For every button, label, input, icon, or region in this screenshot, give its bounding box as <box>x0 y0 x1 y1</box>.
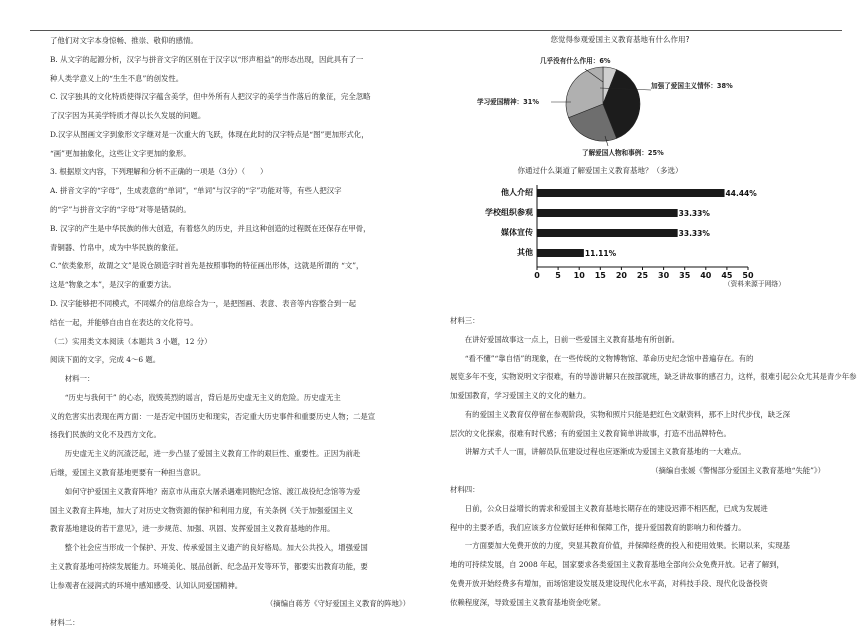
text-line: 有的爱国主义教育仅停留在参观阶段，实物和照片只能是把红色文献资料，那不上时代步伐，缺乏深 <box>450 409 790 419</box>
text-line: 教育基地建设的若干意见》，进一步规范、加强、巩固、发挥爱国主义教育基地的作用。 <box>50 524 335 534</box>
bar-value-label: 11.11% <box>584 249 617 258</box>
pie-chart <box>455 34 795 164</box>
text-line: 种人类学意义上的“生生不息”的创发性。 <box>50 73 184 83</box>
pie-slices <box>566 67 640 141</box>
text-line: D. 汉字能够把不同模式，不同媒介的信息综合为一，是把图画、表意、表音等内容整合到一起 <box>50 298 356 308</box>
pie-chart-title: 您觉得参观爱国主义教育基地有什么作用? <box>550 35 690 44</box>
bar-category-label: 他人介绍 <box>501 188 533 197</box>
text-line: 依赖程度深，导致爱国主义教育基地资金吃紧。 <box>450 597 606 607</box>
pie-label-2: 了解爱国人物和事例：25% <box>582 149 664 157</box>
x-tick-label: 40 <box>700 271 712 280</box>
right-column <box>450 316 857 617</box>
text-line: 义的危害实出表现在两方面：一是否定中国历史和现实，否定重大历史事件和重要历史人物；二是宣 <box>50 411 376 421</box>
text-line: 这是“物象之本”，是汉字的重要方法。 <box>50 280 176 290</box>
text-line: 的“字”与拼音文字的“字母”对等是错误的。 <box>50 205 191 215</box>
text-line: 3. 根据原文内容，下列理解和分析不正确的一项是（3分）（ ） <box>50 167 268 177</box>
bar-chart-source: （资料来源于网络） <box>723 280 785 288</box>
text-line: 了汉字因为其美学特质才得以长久发展的问题。 <box>50 111 206 121</box>
x-tick-label: 30 <box>658 271 670 280</box>
bar-chart <box>470 165 800 289</box>
bar-chart-title: 你通过什么渠道了解爱国主义教育基地？（多选） <box>517 166 683 175</box>
text-line: 主义教育基地可持续发展能力。环境美化、展品创新、纪念品开发等环节，都要实出教育功能，要 <box>50 561 368 571</box>
bar <box>537 229 678 237</box>
text-line: （摘编自蒋芳《守好爱国主义教育的阵地》） <box>265 599 410 609</box>
x-tick-label: 50 <box>742 271 754 280</box>
text-line: 扬我们民族的文化不及西方文化。 <box>50 430 161 440</box>
bar-category-label: 其他 <box>517 248 533 257</box>
text-line: （二）实用类文本阅读（本题共 3 小题，12 分） <box>50 336 212 346</box>
x-tick-label: 0 <box>534 271 540 280</box>
text-line: C. 汉字独具的文化特质使得汉字蕴含美学，但中外所有人把汉字的美学当作落后的象征，完全忽略 <box>50 92 371 102</box>
text-line: 讲解方式千人一面，讲解员队伍建设过程也应逐渐成为爱国主义教育基地的一大难点。 <box>450 447 746 457</box>
text-line: “看不懂”“靠自悟”的现象，在一些传统的文物博物馆、革命历史纪念馆中普遍存在。有的 <box>450 353 754 363</box>
text-line: D.汉字从图画文字到象形文字继对是一次重大的飞跃，体现在此时的汉字特点是“图”更加形式化， <box>50 129 369 139</box>
text-line: B. 从文字的起源分析，汉字与拼音文字的区别在于汉字以“形声相益”的形态出现，因此具有了一 <box>50 54 364 64</box>
text-line: 材料一： <box>50 374 95 384</box>
text-line: “历史与我何干” 的心态，戕毁英烈的谣言，背后是历史虚无主义的危险。历史虚无主 <box>50 392 341 402</box>
text-line: 材料二： <box>50 618 80 628</box>
pie-label-0: 几乎没有什么作用：6% <box>540 57 611 65</box>
text-line: 历史虚无主义的沉渣泛起，进一步凸显了爱国主义教育工作的艰巨性、重要性。正因为前赴 <box>50 449 361 459</box>
text-line: 日前，公众日益增长的需求和爱国主义教育基地长期存在的建设迟滞不相匹配，已成为发展进 <box>450 503 768 513</box>
x-tick-label: 5 <box>555 271 561 280</box>
text-line: “画”更加抽象化，这些让文字更加的象形。 <box>50 148 191 158</box>
text-line: 让参观者在浸润式的环境中感知感受、认知认同爱国精神。 <box>50 580 243 590</box>
text-line: 在讲好爱国故事这一点上，日前一些爱国主义教育基地有所创新。 <box>450 334 680 344</box>
text-line: 一方面要加大免费开放的力度，突显其教育价值，并保障经费的投入和使用效果。长期以来，实现基 <box>450 541 790 551</box>
x-tick-label: 25 <box>636 271 649 280</box>
bar-value-label: 33.33% <box>678 209 710 218</box>
text-line: 了他们对文字本身惊畅、推崇、敬仰的感情。 <box>50 36 198 45</box>
text-line: 免费开放开始经费多有增加，而场馆建设发展及建设现代化水平高，对科技手段、现代化设备投资 <box>450 578 768 588</box>
bar <box>537 189 725 197</box>
left-column <box>50 36 410 637</box>
bar <box>537 209 678 217</box>
x-tick-label: 15 <box>594 271 606 280</box>
text-line: 青铜器、竹帛中，成为中华民族的象征。 <box>50 242 184 252</box>
text-line: 国主义教育主阵地，加大了对历史文物资源的保护和利用力度，有关条例《关于加强爱国主义 <box>50 505 354 515</box>
text-line: C.“依类象形，故谓之文”是说仓颉造字时首先是按照事物的特征画出形体，这就是所谓的 “文”， <box>50 261 364 271</box>
x-tick-label: 20 <box>615 271 627 280</box>
bar-category-label: 媒体宣传 <box>501 228 533 237</box>
bar <box>537 249 584 257</box>
text-line: A. 拼音文字的“字母”，生成表意的“单词”，“单词”与汉字的“字”功能对等，有些人把汉字 <box>50 186 342 196</box>
text-line: 整个社会应当形成一个保护、开发、传承爱国主义遗产的良好格局。加大公共投入，增强爱国 <box>50 543 368 553</box>
text-line: 材料四： <box>450 485 480 495</box>
text-line: 层次的文化探索，很难有时代感；有的爱国主义教育简单讲故事，打造不出品牌特色。 <box>450 428 731 438</box>
text-line: 加爱国教育，学习爱国主义的文化的魅力。 <box>450 391 591 401</box>
x-tick-label: 10 <box>573 271 585 280</box>
pie-label-3: 学习爱国精神：31% <box>477 98 539 106</box>
header-rule <box>30 30 842 31</box>
bar-chart-svg <box>470 165 800 289</box>
pie-label-1: 加强了爱国主义情怀：38% <box>651 82 733 90</box>
text-line: 材料三： <box>450 316 480 325</box>
text-line: 展览多年不变，实物说明文字很难，有的导游讲解只在按部就班，缺乏讲故事的感召力，这样，很难引起公众尤其是青少年参 <box>450 372 857 382</box>
text-line: B. 汉字的产生是中华民族的伟大创造，有着悠久的历史，并且这种创造的过程既在还保存在甲骨， <box>50 223 371 233</box>
x-tick-label: 45 <box>721 271 733 280</box>
bar-value-label: 33.33% <box>678 229 710 238</box>
bar-value-label: 44.44% <box>725 189 757 198</box>
pie-chart-svg <box>455 34 795 164</box>
text-line: 后继，爱国主义教育基地更要有一种担当意识。 <box>50 467 206 477</box>
bar-category-label: 学校组织参观 <box>485 208 533 217</box>
text-line: 阅读下面的文字，完成 4～6 题。 <box>50 355 161 365</box>
text-line: 地的可持续发展，自 2008 年起，国家要求各类爱国主义教育基地全部向公众免费开放。记者了解到， <box>450 560 784 570</box>
text-line: 程中的主要矛盾，我们应该多方位做好延伸和保障工作，提升爱国教育的影响力和传播力。 <box>450 522 746 532</box>
text-line: 如何守护爱国主义教育阵地？南京市从南京大屠杀遇难同胞纪念馆、渡江战役纪念馆等为爱 <box>50 486 361 496</box>
text-line: （摘编自张媛《警惕部分爱国主义教育基地“失能”》） <box>651 466 825 476</box>
text-line: 结在一起，并能够自由自在表达的文化符号。 <box>50 317 198 327</box>
x-tick-label: 35 <box>679 271 691 280</box>
